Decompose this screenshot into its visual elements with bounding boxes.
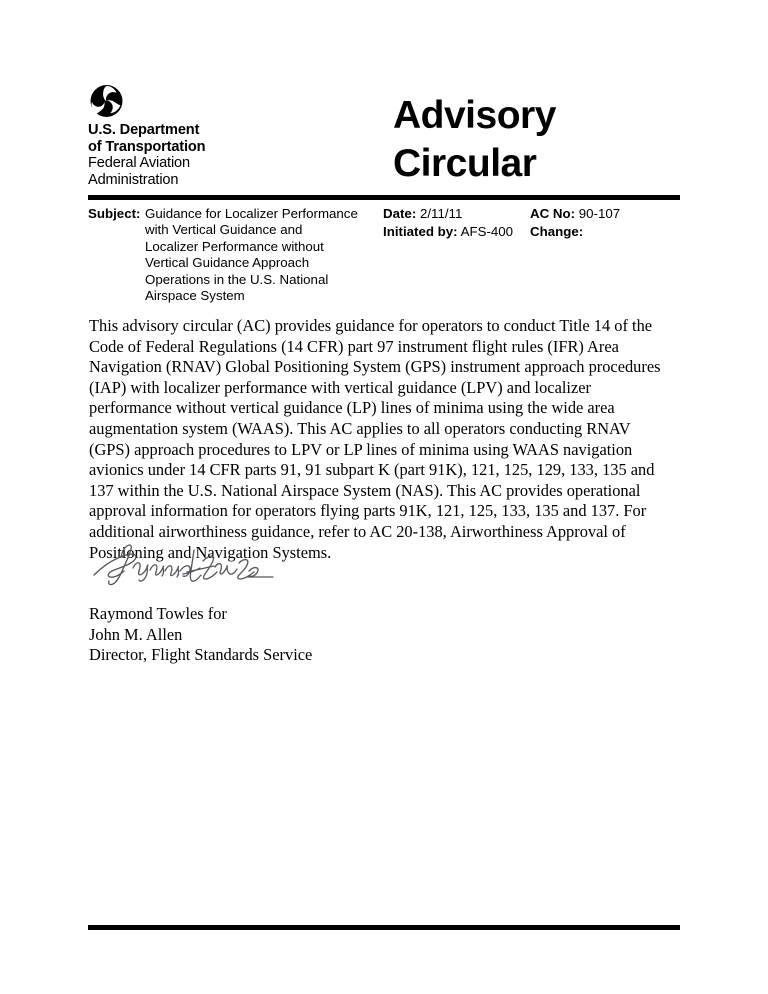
subject-line-5: Operations in the U.S. National bbox=[145, 271, 329, 287]
document-header bbox=[88, 84, 680, 188]
page-title-line-2: Circular bbox=[393, 142, 537, 185]
initiated-by-label: Initiated by: bbox=[383, 224, 458, 240]
metadata-subject-cell bbox=[88, 206, 383, 304]
signer-line-2: John M. Allen bbox=[89, 624, 183, 644]
initiated-by-field bbox=[383, 224, 530, 240]
metadata-row-primary bbox=[88, 206, 680, 304]
metadata-date-cell bbox=[383, 206, 530, 241]
subject-line-4: Vertical Guidance Approach bbox=[145, 255, 310, 271]
date-value: 2/11/11 bbox=[419, 206, 463, 221]
change-label: Change: bbox=[530, 224, 584, 240]
ac-number-field bbox=[530, 206, 680, 222]
agency-identity-block bbox=[88, 84, 368, 188]
handwritten-signature-icon bbox=[89, 540, 279, 592]
date-label: Date: bbox=[383, 206, 417, 221]
agency-name-line-4: Administration bbox=[88, 171, 179, 188]
agency-name-line-1: U.S. Department bbox=[88, 122, 200, 138]
metadata-acno-cell bbox=[530, 206, 680, 241]
signer-name-block bbox=[89, 604, 389, 666]
page-title-line-1: Advisory bbox=[393, 94, 556, 137]
footer-divider-rule bbox=[88, 925, 680, 930]
initiated-by-value: AFS-400 bbox=[460, 224, 514, 240]
signature-block bbox=[89, 540, 389, 666]
signer-line-3: Director, Flight Standards Service bbox=[89, 645, 313, 665]
signer-line-1: Raymond Towles for bbox=[89, 604, 227, 623]
subject-line-6: Airspace System bbox=[145, 288, 245, 304]
date-field bbox=[383, 206, 530, 222]
subject-label: Subject: bbox=[88, 206, 141, 221]
page-title bbox=[393, 92, 556, 188]
agency-name-line-3: Federal Aviation bbox=[88, 155, 190, 172]
subject-line-1: Guidance for Localizer Performance bbox=[145, 206, 358, 221]
subject-value bbox=[145, 206, 383, 304]
ac-number-label: AC No: bbox=[530, 206, 576, 221]
dot-triskelion-seal-icon bbox=[88, 84, 125, 118]
subject-line-2: with Vertical Guidance and bbox=[145, 222, 303, 238]
subject-line-3: Localizer Performance without bbox=[145, 238, 324, 254]
change-field bbox=[530, 224, 680, 240]
header-divider-rule bbox=[88, 195, 680, 200]
agency-name-line-2: of Transportation bbox=[88, 138, 206, 155]
body-paragraph: This advisory circular (AC) provides guidance for operators to conduct Title 14 of the Code of Federal Regulations (14 CFR) part 97 instrument flight rules (IFR) Area Navigation (RNAV) Global Positioning System (GPS) instrument approach procedures (IAP) with localizer performance with vertical guidance (LPV) and localizer performance without vertical guidance (LP) lines of minima using the wide area augmentation system (WAAS). This AC applies to all operators conducting RNAV (GPS) approach procedures to LPV or LP lines of minima using WAAS navigation avionics under 14 CFR parts 91, 91 subpart K (part 91K), 121, 125, 129, 133, 135 and 137 within the U.S. National Airspace System (NAS). This AC provides operational approval information for operators flying parts 91K, 121, 125, 133, 135 and 137. For additional airworthiness guidance, refer to AC 20-138, Airworthiness Approval of Positioning and Navigation Systems. bbox=[89, 316, 661, 562]
ac-number-value: 90-107 bbox=[578, 206, 621, 221]
document-metadata-table bbox=[88, 206, 680, 304]
